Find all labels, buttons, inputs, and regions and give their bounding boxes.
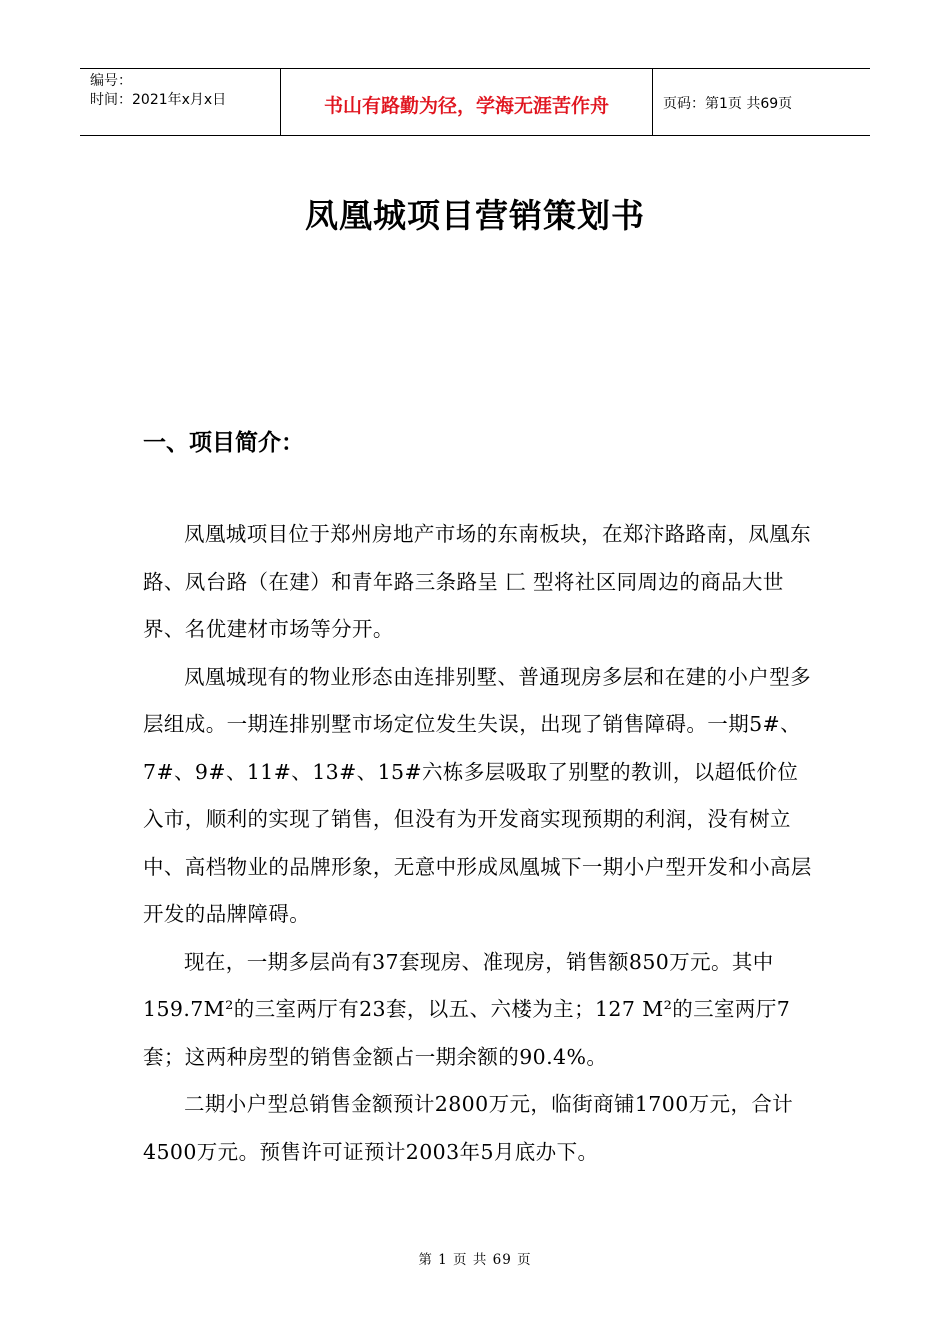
paragraph-property-types: 凤凰城现有的物业形态由连排别墅、普通现房多层和在建的小户型多层组成。一期连排别墅市场定位发生失误，出现了销售障碍。一期5#、7#、9#、11#、13#、15#六栋多层吸取了别墅的教训，以超低价位入市，顺利的实现了销售，但没有为开发商实现预期的利润，没有树立中、高档物业的品牌形象，无意中形成凤凰城下一期小户型开发和小高层开发的品牌障碍。: [143, 664, 812, 926]
header-meta: [80, 69, 280, 135]
paragraph-inventory: 现在，一期多层尚有37套现房、准现房，销售额850万元。其中159.7M²的三室两厅有23套，以五、六楼为主；127 M²的三室两厅7套；这两种房型的销售金额占一期余额的90.4%。: [143, 949, 791, 1069]
page-header: [80, 68, 870, 136]
paragraph-phase-two: 二期小户型总销售金额预计2800万元，临街商铺1700万元，合计4500万元。预售许可证预计2003年5月底办下。: [143, 1092, 794, 1164]
serial-label: 编号：: [90, 73, 132, 89]
section-heading: 一、项目简介：: [143, 430, 304, 456]
document-body: [143, 511, 815, 1176]
header-motto: 书山有路勤为径，学海无涯苦作舟: [280, 69, 653, 135]
header-page-info: 页码：第1页 共69页: [663, 96, 793, 112]
document-title: 凤凰城项目营销策划书: [305, 196, 645, 235]
paragraph-location: 凤凰城项目位于郑州房地产市场的东南板块，在郑汴路路南，凤凰东路、凤台路（在建）和青年路三条路呈 匚 型将社区同周边的商品大世界、名优建材市场等分开。: [143, 522, 811, 641]
time-label: 时间：2021年x月x日: [90, 92, 227, 108]
page-footer: 第 1 页 共 69 页: [418, 1252, 532, 1268]
